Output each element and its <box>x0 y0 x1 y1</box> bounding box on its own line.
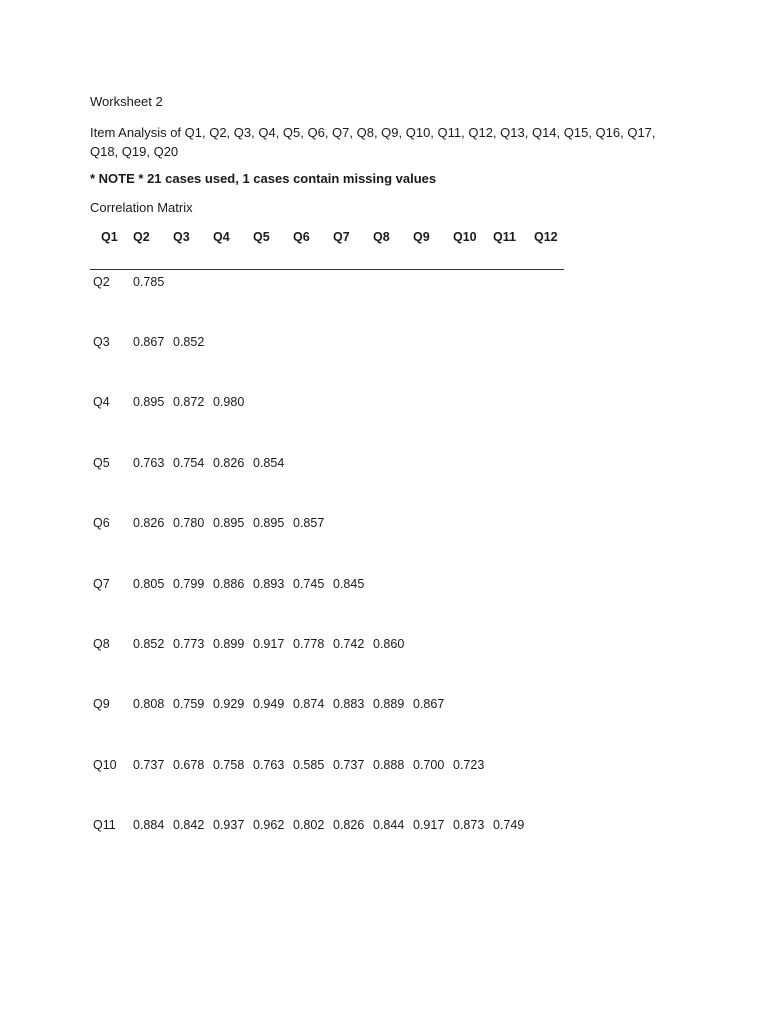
matrix-cell: 0.759 <box>173 697 205 711</box>
correlation-matrix <box>90 228 564 832</box>
matrix-cell: 0.852 <box>133 637 165 651</box>
matrix-row-label: Q2 <box>93 275 110 289</box>
matrix-cell: 0.745 <box>293 577 325 591</box>
matrix-cell: 0.723 <box>453 758 485 772</box>
matrix-cell: 0.845 <box>333 577 365 591</box>
matrix-cell: 0.749 <box>493 818 525 832</box>
matrix-header-cell: Q5 <box>253 230 270 244</box>
matrix-header-cell: Q2 <box>133 230 150 244</box>
matrix-row-label: Q8 <box>93 637 110 651</box>
matrix-cell: 0.754 <box>173 456 205 470</box>
matrix-row-q10 <box>90 756 564 796</box>
matrix-header-cell: Q1 <box>101 230 118 244</box>
matrix-cell: 0.763 <box>133 456 165 470</box>
matrix-cell: 0.929 <box>213 697 245 711</box>
matrix-header-row <box>90 228 564 252</box>
matrix-row-label: Q10 <box>93 758 117 772</box>
matrix-row-q5 <box>90 454 564 494</box>
item-analysis-text: Item Analysis of Q1, Q2, Q3, Q4, Q5, Q6, Q7, Q8, Q9, Q10, Q11, Q12, Q13, Q14, Q15, Q16, Q17, Q18, Q19, Q20 <box>90 125 656 159</box>
matrix-header-cell: Q10 <box>453 230 477 244</box>
worksheet-title: Worksheet 2 <box>90 94 163 109</box>
matrix-cell: 0.778 <box>293 637 325 651</box>
matrix-row-q3 <box>90 333 564 373</box>
matrix-cell: 0.860 <box>373 637 405 651</box>
matrix-cell: 0.895 <box>253 516 285 530</box>
matrix-cell: 0.949 <box>253 697 285 711</box>
matrix-header-cell: Q3 <box>173 230 190 244</box>
matrix-cell: 0.842 <box>173 818 205 832</box>
matrix-cell: 0.805 <box>133 577 165 591</box>
matrix-row-q6 <box>90 514 564 554</box>
matrix-row-label: Q11 <box>93 818 116 832</box>
matrix-cell: 0.857 <box>293 516 325 530</box>
matrix-cell: 0.854 <box>253 456 285 470</box>
matrix-cell: 0.899 <box>213 637 245 651</box>
matrix-row-label: Q7 <box>93 577 110 591</box>
matrix-cell: 0.585 <box>293 758 325 772</box>
matrix-cell: 0.962 <box>253 818 285 832</box>
matrix-cell: 0.872 <box>173 395 205 409</box>
matrix-cell: 0.895 <box>213 516 245 530</box>
matrix-cell: 0.780 <box>173 516 205 530</box>
matrix-cell: 0.678 <box>173 758 205 772</box>
matrix-cell: 0.826 <box>213 456 245 470</box>
matrix-cell: 0.889 <box>373 697 405 711</box>
matrix-cell: 0.773 <box>173 637 205 651</box>
matrix-header-cell: Q9 <box>413 230 430 244</box>
matrix-cell: 0.758 <box>213 758 245 772</box>
matrix-cell: 0.895 <box>133 395 165 409</box>
correlation-matrix-title: Correlation Matrix <box>90 200 193 215</box>
matrix-row-q8 <box>90 635 564 675</box>
matrix-row-label: Q6 <box>93 516 110 530</box>
matrix-cell: 0.893 <box>253 577 285 591</box>
matrix-cell: 0.917 <box>413 818 445 832</box>
matrix-row-label: Q9 <box>93 697 110 711</box>
matrix-cell: 0.742 <box>333 637 365 651</box>
matrix-cell: 0.888 <box>373 758 405 772</box>
matrix-cell: 0.884 <box>133 818 165 832</box>
matrix-cell: 0.826 <box>133 516 165 530</box>
matrix-row-q11 <box>90 816 564 856</box>
matrix-cell: 0.808 <box>133 697 165 711</box>
matrix-header-cell: Q11 <box>493 230 516 244</box>
matrix-cell: 0.873 <box>453 818 485 832</box>
matrix-row-label: Q5 <box>93 456 110 470</box>
matrix-header-cell: Q4 <box>213 230 230 244</box>
matrix-cell: 0.886 <box>213 577 245 591</box>
matrix-cell: 0.867 <box>413 697 445 711</box>
header-divider <box>90 269 564 270</box>
matrix-cell: 0.867 <box>133 335 165 349</box>
matrix-row-label: Q3 <box>93 335 110 349</box>
matrix-cell: 0.737 <box>333 758 365 772</box>
matrix-cell: 0.874 <box>293 697 325 711</box>
matrix-header-cell: Q8 <box>373 230 390 244</box>
matrix-cell: 0.737 <box>133 758 165 772</box>
matrix-cell: 0.852 <box>173 335 205 349</box>
matrix-cell: 0.826 <box>333 818 365 832</box>
matrix-cell: 0.917 <box>253 637 285 651</box>
matrix-row-q9 <box>90 695 564 735</box>
missing-values-note: * NOTE * 21 cases used, 1 cases contain missing values <box>90 171 437 186</box>
matrix-cell: 0.802 <box>293 818 325 832</box>
matrix-row-q7 <box>90 575 564 615</box>
matrix-cell: 0.785 <box>133 275 165 289</box>
matrix-row-q2 <box>90 273 564 313</box>
matrix-header-cell: Q6 <box>293 230 310 244</box>
matrix-row-q4 <box>90 393 564 433</box>
matrix-cell: 0.799 <box>173 577 205 591</box>
matrix-header-cell: Q7 <box>333 230 350 244</box>
matrix-cell: 0.763 <box>253 758 285 772</box>
matrix-cell: 0.844 <box>373 818 405 832</box>
matrix-cell: 0.883 <box>333 697 365 711</box>
matrix-cell: 0.937 <box>213 818 245 832</box>
matrix-cell: 0.980 <box>213 395 245 409</box>
matrix-header-cell: Q12 <box>534 230 558 244</box>
matrix-cell: 0.700 <box>413 758 445 772</box>
matrix-row-label: Q4 <box>93 395 110 409</box>
